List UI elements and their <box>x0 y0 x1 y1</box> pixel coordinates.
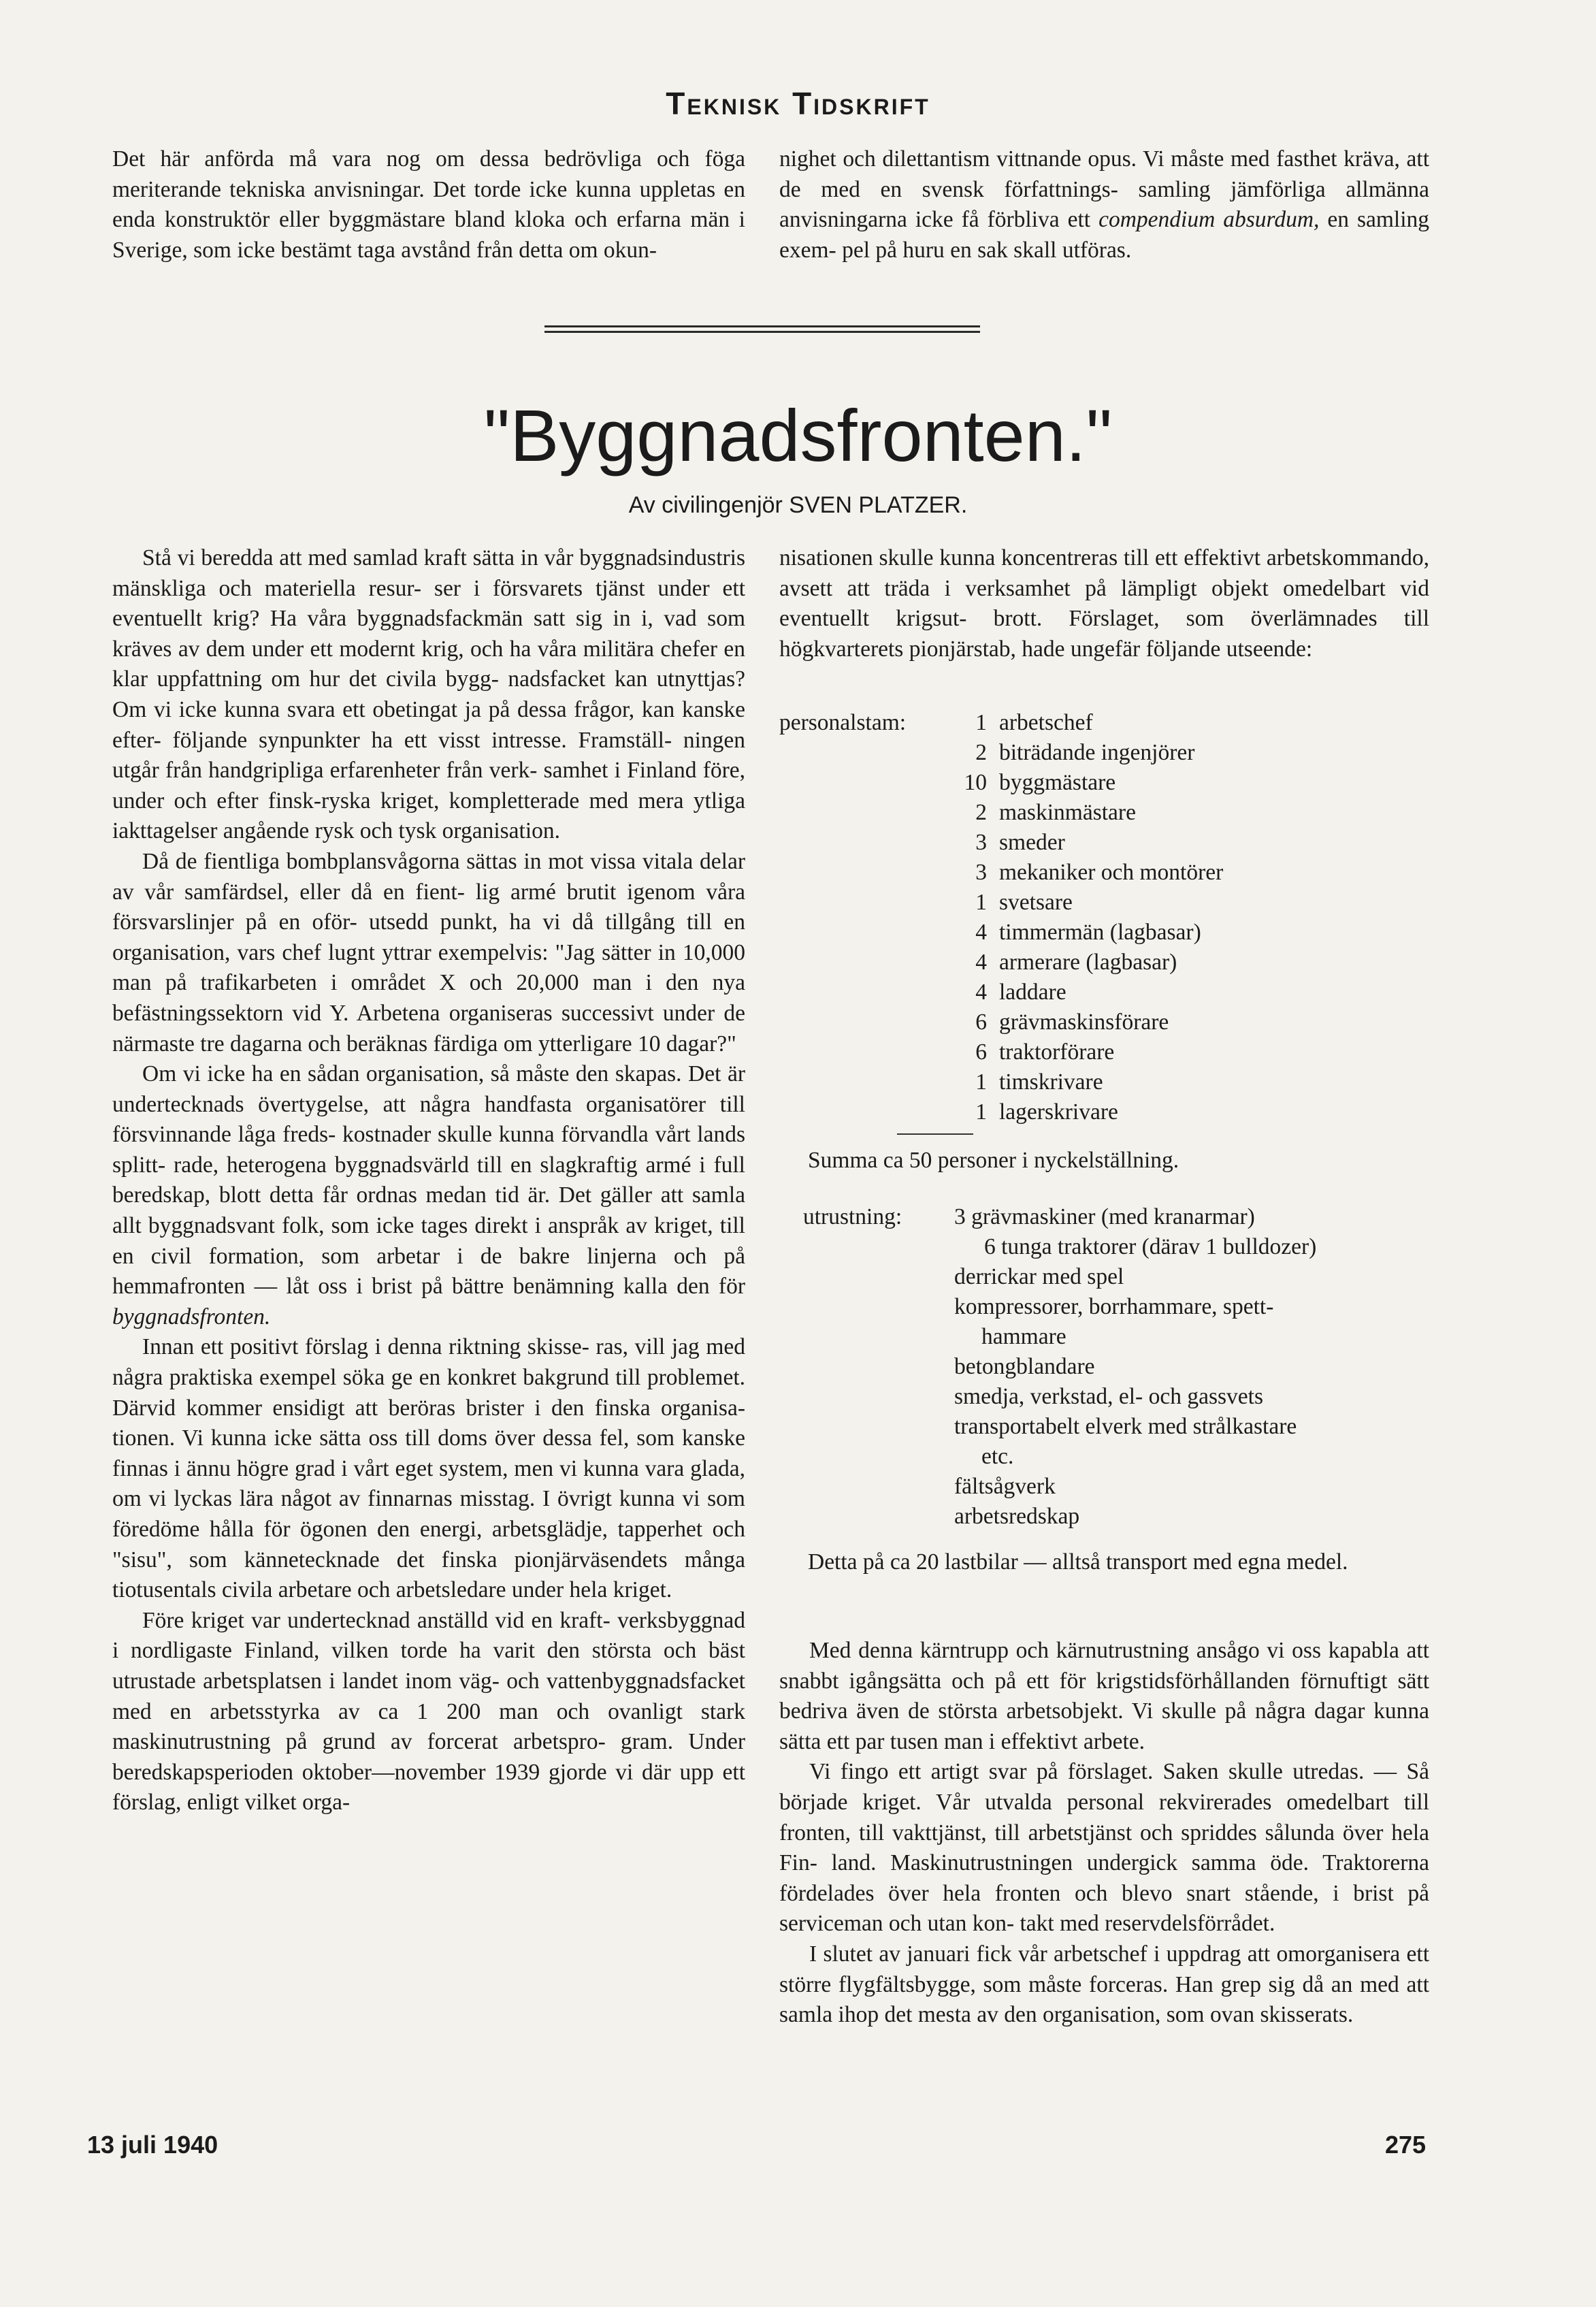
roster-row <box>779 1067 1223 1097</box>
equipment-item: kompressorer, borrhammare, spett- <box>954 1294 1274 1319</box>
text-line: maskinutrustning på grund av forcerat arbetspro- <box>112 1729 606 1755</box>
text-line: Vi fingo ett artigt svar på förslaget. Saken skulle <box>809 1759 1283 1785</box>
roster-role: maskinmästare <box>999 800 1136 825</box>
text-line: fel, som kanske finnas i ännu högre grad i vårt eget <box>112 1425 746 1481</box>
top-right-text <box>779 144 1429 265</box>
text-line: ett obetingat ja på dessa frågor, kan kanske efter- <box>112 696 746 753</box>
roster-count: 6 <box>975 1010 987 1035</box>
paragraph-7 <box>779 1757 1429 1939</box>
text-line: oss kapabla att snabbt igångsätta och på ett för <box>779 1638 1429 1694</box>
equipment-item: arbetsredskap <box>954 1504 1080 1529</box>
equipment-item: smedja, verkstad, el- och gassvets <box>954 1384 1263 1409</box>
text-line: och beräknas färdiga om ytterligare 10 dagar?" <box>308 1031 736 1056</box>
equipment-item: hammare <box>981 1324 1066 1349</box>
roster-row <box>779 858 1223 888</box>
page-number: 275 <box>1385 2131 1427 2159</box>
top-left-column <box>112 144 745 265</box>
text-line: sätta ett par tusen man i effektivt arbete. <box>779 1728 1145 1754</box>
roster-role: byggmästare <box>999 770 1116 795</box>
roster-role: timmermän (lagbasar) <box>999 920 1201 945</box>
roster-summary <box>808 1146 1420 1176</box>
roster-row <box>779 768 1223 798</box>
text-line: vars chef lugnt yttrar exempelvis: "Jag sätter in <box>237 939 676 965</box>
text-line: armé i full beredskap, blott detta får ordnas medan <box>112 1152 745 1208</box>
roster-count: 4 <box>975 920 987 945</box>
paragraph-6 <box>779 1636 1429 1757</box>
text-line: rade, heterogena byggnadsvärld till en slagkraftig <box>174 1152 638 1178</box>
text-line: en samling exem- <box>779 207 1430 263</box>
text-line: Om vi icke ha en sådan organisation, så måste den <box>142 1061 609 1087</box>
roster-row <box>779 708 1223 738</box>
emphasized-term: byggnadsfronten. <box>112 1304 271 1329</box>
text-line: handfasta organisatörer till försvinnande låga freds- <box>112 1091 745 1148</box>
text-line: pel på huru en sak skall utföras. <box>842 237 1132 263</box>
roster-count: 4 <box>975 950 987 975</box>
roster-count: 3 <box>975 860 987 885</box>
roster-role: smeder <box>999 830 1065 855</box>
article-right-lower <box>779 1636 1429 2031</box>
text-line: 1939 gjorde vi där upp ett förslag, enligt vilket orga- <box>112 1759 745 1816</box>
equipment-row <box>803 1382 1436 1412</box>
text-line: kostnader skulle kunna förvandla vårt lands splitt- <box>112 1122 746 1178</box>
text-line: krigstidsförhållanden förnuftigt sätt bedriva även de <box>779 1668 1430 1724</box>
text-line: största arbetsobjekt. Vi skulle på några dagar kunna <box>938 1698 1430 1724</box>
top-left-text <box>112 144 745 265</box>
text-line: organiseras successivt under de närmaste tre dagarna <box>112 1000 746 1056</box>
equipment-row <box>803 1202 1436 1232</box>
text-line: Med denna kärntrupp och kärnutrustning ansågo vi <box>809 1638 1285 1663</box>
text-line: forceras. Han grep sig då an med att samla ihop det <box>779 1971 1429 2028</box>
text-line: takt med reservdelsförrådet. <box>1020 1911 1275 1937</box>
transport-note <box>808 1547 1429 1578</box>
text-line: ser i försvarets tjänst under ett eventuellt krig? Ha <box>112 575 746 632</box>
text-line: lig armé brutit igenom våra försvarslinjer på en oför- <box>112 879 746 935</box>
text-line: Det här anförda må vara nog om dessa bedrövliga <box>112 146 642 172</box>
text-line: Innan ett positivt förslag i denna riktning skisse- <box>142 1334 589 1360</box>
equipment-item: transportabelt elverk med strålkastare <box>954 1414 1297 1439</box>
equipment-row <box>803 1472 1436 1502</box>
roster-row <box>779 948 1223 978</box>
text-line: arbetsstyrka av ca 1 200 man och ovanligt stark <box>210 1698 745 1724</box>
text-line: tapperhet och "sisu", som kännetecknade det finska <box>112 1517 746 1572</box>
text-line: chefer en klar uppfattning om hur det civila bygg- <box>112 636 746 692</box>
roster-row <box>779 1097 1223 1127</box>
roster-role: arbetschef <box>999 710 1093 735</box>
article-byline: Av civilingenjör SVEN PLATZER. <box>628 492 968 518</box>
roster-count: 2 <box>975 740 987 765</box>
roster-row <box>779 1037 1223 1067</box>
text-line: 10,000 man på trafikarbeten i området X och 20,000 <box>112 939 746 996</box>
summary-text: Summa ca 50 personer i nyckelställning. <box>808 1148 1179 1173</box>
text-line: system, men vi kunna vara glada, om vi lyckas lära <box>112 1455 745 1512</box>
roster-role: armerare (lagbasar) <box>999 950 1177 975</box>
paragraph-2 <box>112 847 745 1059</box>
roster-role: grävmaskinsförare <box>999 1010 1169 1035</box>
paragraph-8 <box>779 1939 1429 2031</box>
roster-count: 4 <box>975 980 987 1005</box>
text-line: våra byggnadsfackmän satt sig in i, vad som kräves <box>112 606 746 662</box>
section-divider-top <box>544 325 980 327</box>
roster-role: mekaniker och montörer <box>999 860 1224 885</box>
text-line: Då de fientliga bombplansvågorna sättas in mot <box>142 848 584 874</box>
roster-row <box>779 888 1223 918</box>
text-line: ningen utgår från handgripliga erfarenheter från verk- <box>112 727 746 784</box>
roster-row <box>779 1007 1223 1037</box>
text-line: egna medel. <box>1237 1549 1348 1575</box>
equipment-row <box>803 1412 1436 1442</box>
article-left-column <box>112 543 745 1818</box>
text-line: rekvirerades omedelbart till fronten, till vakttjänst, <box>779 1789 1430 1845</box>
top-right-column <box>779 144 1429 265</box>
roster-count: 6 <box>975 1039 987 1065</box>
text-line: ras, vill jag med några praktiska exempel söka ge en <box>112 1334 746 1391</box>
text-line: något av finnarnas misstag. I övrigt kunna vi som <box>280 1486 745 1512</box>
paragraph-1 <box>112 543 745 847</box>
text-line: hemmafronten — låt oss i brist på bättre benämning <box>112 1274 615 1300</box>
text-line: med fasthet kräva, att de med en svensk författnings- <box>779 146 1430 202</box>
transport-text <box>808 1547 1429 1578</box>
article-right-intro <box>779 543 1429 664</box>
text-line: kriget, kompletterade med mera ytliga iakttagelser <box>112 788 746 844</box>
text-line: konkret bakgrund till problemet. Därvid kommer <box>112 1365 746 1421</box>
text-line: I slutet av januari fick vår arbetschef i uppdrag <box>809 1941 1241 1967</box>
equipment-row <box>803 1322 1436 1352</box>
section-divider-bottom <box>544 331 980 333</box>
roster-row <box>779 978 1223 1007</box>
roster-role: lagerskrivare <box>999 1099 1118 1125</box>
text-line: nighet och dilettantism vittnande opus. Vi måste <box>779 146 1224 172</box>
equipment-row <box>803 1502 1436 1532</box>
text-line: utsedd punkt, ha vi då tillgång till en organisation, <box>112 909 745 965</box>
roster-role: svetsare <box>999 890 1073 915</box>
roster-count: 1 <box>975 1069 987 1095</box>
equipment-row <box>803 1232 1436 1262</box>
text-line: angående rysk och tysk organisation. <box>223 818 561 844</box>
text-line: verksbyggnad i nordligaste Finland, vilken torde ha <box>112 1607 746 1664</box>
article-title: "Byggnadsfronten." <box>483 394 1113 477</box>
equipment-item: etc. <box>981 1444 1014 1469</box>
text-line: samling jämförliga allmänna anvisningarna icke få <box>779 176 1429 233</box>
text-line: gram. Under beredskapsperioden oktober—november <box>112 1729 745 1785</box>
text-line: tionen. Vi kunna icke sätta oss till doms över dessa <box>112 1425 592 1451</box>
text-line: pionjärstab, hade ungefär följande utseende: <box>909 636 1313 662</box>
roster-count: 10 <box>964 770 987 795</box>
text-line: föredöme hålla för ögonen den energi, arbetsglädje, <box>112 1517 608 1542</box>
sum-rule <box>897 1133 973 1135</box>
text-line: tid är. Det gäller att samla allt byggnadsvant folk, <box>112 1182 745 1239</box>
equipment-row <box>803 1262 1436 1292</box>
equipment-item: 3 grävmaskiner (med kranarmar) <box>954 1204 1255 1229</box>
text-line: ensidigt att beröras brister i den finska organisa- <box>272 1395 745 1421</box>
equipment-label: utrustning: <box>803 1204 902 1229</box>
text-line: samhet i Finland före, under och efter finsk-ryska <box>112 758 745 813</box>
text-line: snart stående, i brist på serviceman och utan kon- <box>779 1880 1429 1937</box>
text-line: byggnadsindustris mänskliga och materiella resur- <box>112 545 745 601</box>
roster-role: biträdande ingenjörer <box>999 740 1195 765</box>
text-line: utredas. — Så började kriget. Vår utvalda personal <box>779 1759 1430 1815</box>
text-line: pionjärväsendets många tiotusentals civila arbetare <box>112 1547 745 1603</box>
text-line: formation, som arbetar i de bakre linjerna och på <box>208 1243 746 1269</box>
roster-role: traktorförare <box>999 1039 1115 1065</box>
latin-phrase: compendium absurdum, <box>1098 207 1320 233</box>
equipment-list <box>803 1202 1436 1532</box>
roster-row <box>779 738 1223 768</box>
roster-label: personalstam: <box>779 710 907 735</box>
text-line: lämpligt objekt omedelbart vid eventuellt krigsut- <box>779 575 1429 632</box>
text-line: Traktorerna fördelades över hela fronten och blevo <box>779 1850 1429 1906</box>
text-line: skapas. Det är undertecknads övertygelse, att några <box>112 1061 745 1117</box>
roster-count: 1 <box>975 710 987 735</box>
text-line: och arbetsledare under hela kriget. <box>357 1577 672 1603</box>
text-line: och föga meriterande tekniska anvisningar. Det <box>112 146 745 202</box>
text-line: vissa vitala delar av vår samfärdsel, eller då en fient- <box>112 848 745 905</box>
equipment-item: fältsågverk <box>954 1474 1056 1499</box>
text-line: Stå vi beredda att med samlad kraft sätta in vår <box>142 545 574 570</box>
text-line: följande synpunkter ha ett visst intresse. Framställ- <box>172 727 672 753</box>
text-line: av dem under ett modernt krig, och ha våra militära <box>178 636 654 662</box>
roster-row <box>779 828 1223 858</box>
paragraph-3 <box>112 1059 745 1332</box>
roster-count: 2 <box>975 800 987 825</box>
text-line: nisationen skulle kunna koncentreras till ett effektivt <box>779 545 1261 570</box>
text-line: man i den nya befästningssektorn vid Y. Arbetena <box>112 970 745 1026</box>
equipment-row <box>803 1292 1436 1322</box>
roster-count: 1 <box>975 1099 987 1125</box>
text-line: som icke bestämt taga avstånd från detta om okun- <box>193 237 657 263</box>
text-line: förbliva ett <box>987 207 1091 233</box>
text-line: mesta av den organisation, som ovan skisserats. <box>917 2002 1354 2028</box>
equipment-row <box>803 1442 1436 1472</box>
roster-count: 3 <box>975 830 987 855</box>
text-line: Före kriget var undertecknad anställd vid en kraft- <box>142 1607 610 1633</box>
text-line: land. Maskinutrustningen undergick samma öde. <box>831 1850 1309 1876</box>
roster-role: timskrivare <box>999 1069 1103 1095</box>
text-line: till arbetstjänst och spriddes sålunda över hela Fin- <box>779 1820 1429 1876</box>
paragraph-5 <box>112 1606 745 1818</box>
text-line: att omorganisera ett större flygfältsbygge, som måste <box>779 1941 1429 1997</box>
text-line: byggmästare bland kloka och erfarna män i Sverige, <box>112 207 745 263</box>
text-line: nadsfacket kan utnyttjas? Om vi icke kunna svara <box>112 666 745 722</box>
roster-row <box>779 798 1223 828</box>
roster-role: laddare <box>999 980 1066 1005</box>
text-line: torde icke kunna uppletas en enda konstruktör eller <box>112 176 746 233</box>
text-line: brott. Förslaget, som överlämnades till högkvarterets <box>779 606 1429 662</box>
issue-date: 13 juli 1940 <box>87 2131 218 2159</box>
equipment-item: 6 tunga traktorer (därav 1 bulldozer) <box>984 1234 1317 1259</box>
text-line: landet inom väg- och vattenbyggnadsfacket med en <box>112 1668 745 1724</box>
equipment-item: derrickar med spel <box>954 1264 1124 1289</box>
text-line: varit den största och bäst utrustade arbetsplatsen i <box>112 1638 745 1694</box>
equipment-item: betongblandare <box>954 1354 1095 1379</box>
personnel-roster <box>779 708 1223 1127</box>
paragraph-4 <box>112 1332 745 1605</box>
roster-row <box>779 918 1223 948</box>
text-line: Detta på ca 20 lastbilar — alltså transport med <box>808 1549 1233 1575</box>
text-line: arbetskommando, avsett att träda i verksamhet på <box>779 545 1430 601</box>
paragraph-continuation <box>779 543 1429 664</box>
text-line: kalla den för <box>623 1274 745 1300</box>
text-line: som icke tages direkt i anspråk av kriget, till en civil <box>112 1213 745 1269</box>
running-header: Teknisk Tidskrift <box>666 86 930 121</box>
equipment-row <box>803 1352 1436 1382</box>
roster-count: 1 <box>975 890 987 915</box>
